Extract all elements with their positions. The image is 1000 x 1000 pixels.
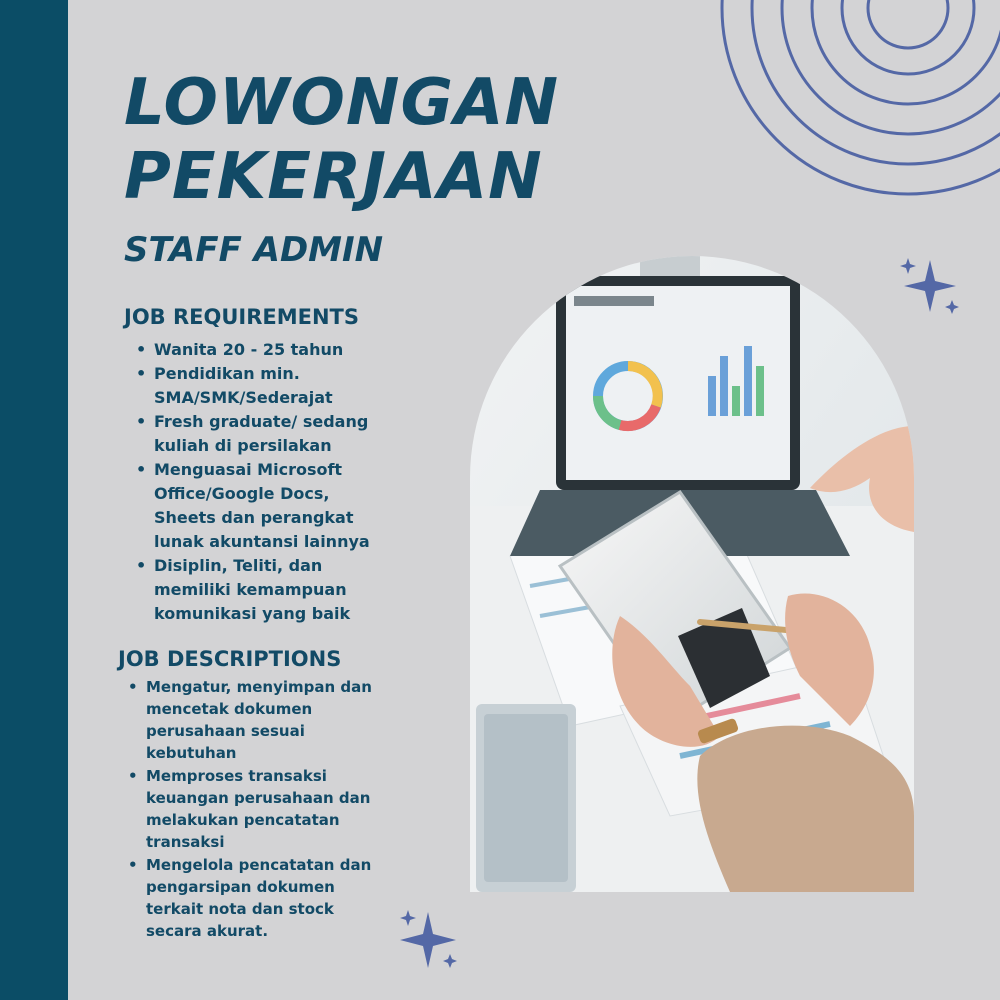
office-laptop-tablet-photo-icon [470,256,914,892]
description-item: • Mengatur, menyimpan dan mencetak dokumen perusahaan sesuai kebutuhan [126,676,396,764]
sparkle-icon [398,908,462,972]
office-photo [470,256,914,892]
descriptions-heading: JOB DESCRIPTIONS [118,647,342,671]
left-sidebar-band [0,0,68,1000]
requirement-item: • Disiplin, Teliti, dan memiliki kemampuan komunikasi yang baik [134,554,404,626]
poster-title [124,66,559,214]
description-item: • Mengelola pencatatan dan pengarsipan dokumen terkait nota dan stock secara akurat. [126,854,396,942]
title-line-2: PEKERJAAN [124,140,543,214]
description-item: • Memproses transaksi keuangan perusahaan dan melakukan pencatatan transaksi [126,765,396,853]
requirement-item: • Fresh graduate/ sedang kuliah di persilakan [134,410,404,458]
title-line-1: LOWONGAN [124,66,560,140]
descriptions-list [126,676,396,943]
requirements-heading: JOB REQUIREMENTS [124,305,359,329]
requirement-item: • Pendidikan min. SMA/SMK/Sederajat [134,362,404,410]
concentric-rings-decoration [710,0,1000,200]
requirement-item: • Menguasai Microsoft Office/Google Docs, Sheets dan perangkat lunak akuntansi lainnya [134,458,404,554]
position-title: STAFF ADMIN [124,230,384,270]
requirement-item: • Wanita 20 - 25 tahun [134,338,404,362]
requirements-list [134,338,404,626]
sparkle-icon [898,256,962,316]
